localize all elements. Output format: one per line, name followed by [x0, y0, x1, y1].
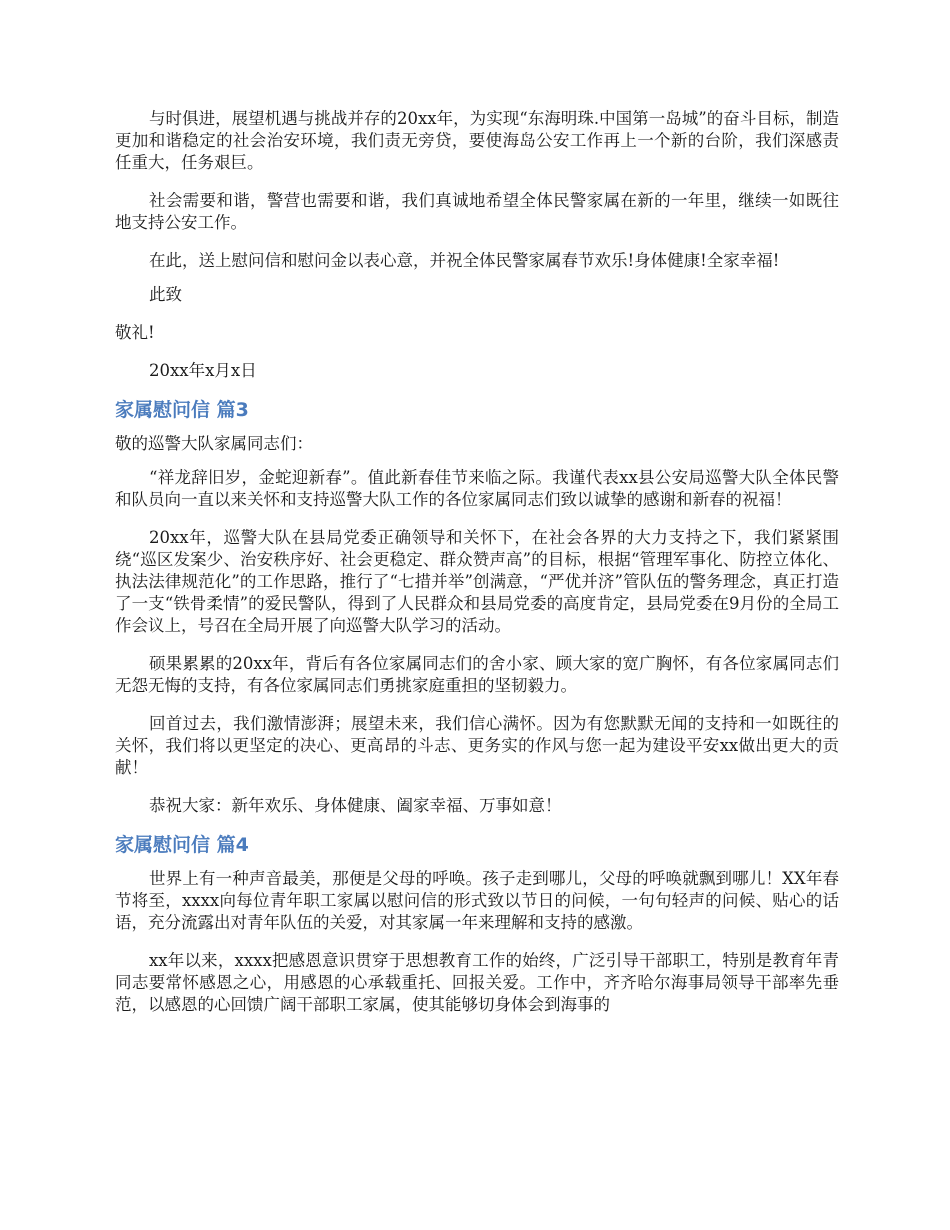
paragraph: 社会需要和谐，警营也需要和谐，我们真诚地希望全体民警家属在新的一年里，继续一如既往地支持公安工作。	[115, 191, 839, 232]
closing-line: 此致	[149, 285, 182, 304]
salute-line: 敬礼!	[115, 323, 155, 342]
greeting-line: 敬的巡警大队家属同志们：	[115, 434, 313, 453]
paragraph: xx年以来，xxxx把感恩意识贯穿于思想教育工作的始终，广泛引导干部职工，特别是教育年青同志要常怀感恩之心，用感恩的心承载重托、回报关爱。工作中，齐齐哈尔海事局领导干部率先垂范，以感恩的心回馈广阔干部职工家属，使其能够切身体会到海事的	[115, 951, 839, 1014]
paragraph: 在此，送上慰问信和慰问金以表心意，并祝全体民警家属春节欢乐!身体健康!全家幸福!	[149, 251, 780, 270]
section-heading: 家属慰问信 篇3	[115, 399, 249, 421]
paragraph: 恭祝大家：新年欢乐、身体健康、阖家幸福、万事如意！	[149, 796, 562, 815]
paragraph: 20xx年，巡警大队在县局党委正确领导和关怀下，在社会各界的大力支持之下，我们紧紧围绕“巡区发案少、治安秩序好、社会更稳定、群众赞声高”的目标，根据“管理军事化、防控立体化、执法法律规范化”的工作思路，推行了“七措并举”创满意，“严优并济”管队伍的警务理念，真正打造了一支“铁骨柔情”的爱民警队，得到了人民群众和县局党委的高度肯定，县局党委在9月份的全局工作会议上，号召在全局开展了向巡警大队学习的活动。	[115, 528, 839, 635]
paragraph: 硕果累累的20xx年，背后有各位家属同志们的舍小家、顾大家的宽广胸怀，有各位家属同志们无怨无悔的支持，有各位家属同志们勇挑家庭重担的坚韧毅力。	[115, 654, 839, 695]
date-line: 20xx年x月x日	[149, 361, 257, 380]
paragraph: “祥龙辞旧岁，金蛇迎新春”。值此新春佳节来临之际。我谨代表xx县公安局巡警大队全体民警和队员向一直以来关怀和支持巡警大队工作的各位家属同志们致以诚挚的感谢和新春的祝福！	[115, 468, 839, 509]
paragraph: 回首过去，我们激情澎湃；展望未来，我们信心满怀。因为有您默默无闻的支持和一如既往的关怀，我们将以更坚定的决心、更高昂的斗志、更务实的作风与您一起为建设平安xx做出更大的贡献！	[115, 714, 839, 777]
section-heading: 家属慰问信 篇4	[115, 834, 249, 856]
document-page	[115, 108, 839, 1032]
paragraph: 与时俱进，展望机遇与挑战并存的20xx年，为实现“东海明珠.中国第一岛城”的奋斗目标，制造更加和谐稳定的社会治安环境，我们责无旁贷，要使海岛公安工作再上一个新的台阶，我们深感责任重大，任务艰巨。	[115, 109, 839, 172]
paragraph: 世界上有一种声音最美，那便是父母的呼唤。孩子走到哪儿，父母的呼唤就飘到哪儿！XX年春节将至，xxxx向每位青年职工家属以慰问信的形式致以节日的问候，一句句轻声的问候、贴心的话语，充分流露出对青年队伍的关爱，对其家属一年来理解和支持的感激。	[115, 869, 839, 932]
